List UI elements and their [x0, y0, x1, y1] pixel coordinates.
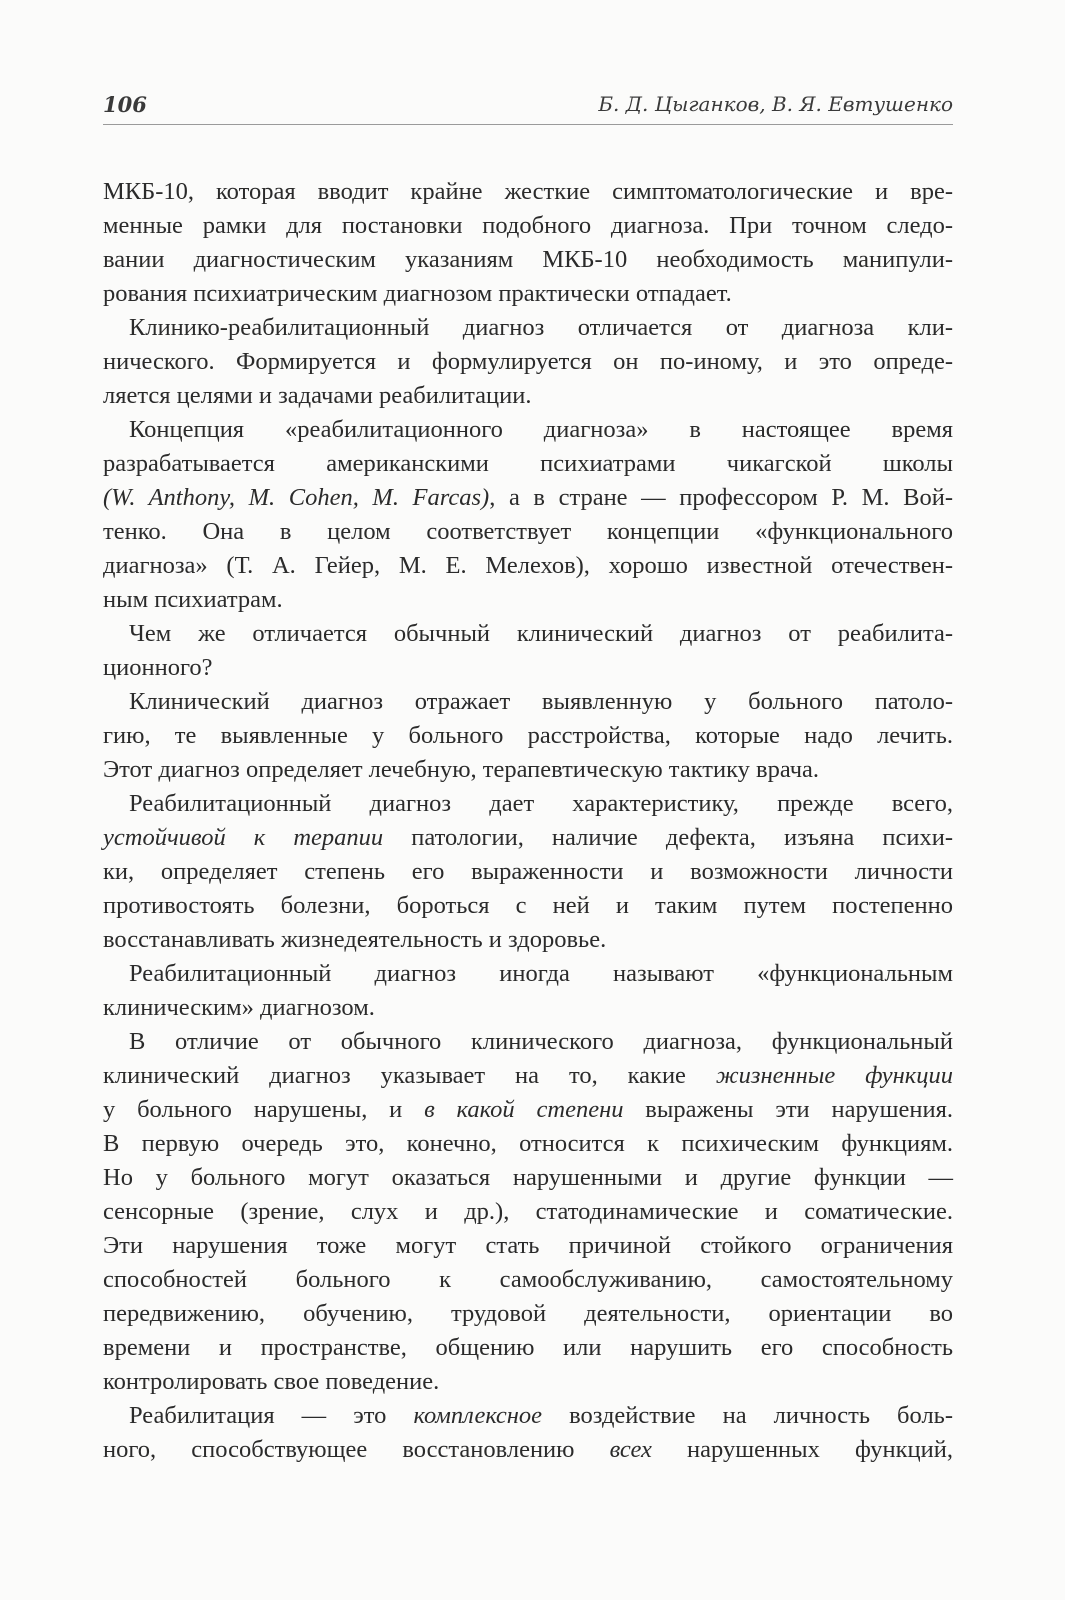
text-line: сенсорные (зрение, слух и др.), статодинамические и соматические. [103, 1198, 953, 1225]
text-line: клинический диагноз указывает на то, какие жизненные функции [103, 1062, 953, 1089]
text-line: диагноза» (Т. А. Гейер, М. Е. Мелехов), хорошо известной отечествен- [103, 552, 953, 579]
text-line: ным психиатрам. [103, 586, 283, 613]
text-line: устойчивой к терапии патологии, наличие дефекта, изъяна психи- [103, 824, 953, 851]
text-line: МКБ-10, которая вводит крайне жесткие симптоматологические и вре- [103, 178, 953, 205]
text-line: ного, способствующее восстановлению всех нарушенных функций, [103, 1436, 953, 1463]
text-line: Клинико-реабилитационный диагноз отличается от диагноза кли- [129, 314, 953, 341]
text-line: ляется целями и задачами реабилитации. [103, 382, 532, 409]
text-line: времени и пространстве, общению или нарушить его способность [103, 1334, 953, 1361]
page-header [103, 92, 953, 122]
text-line: тенко. Она в целом соответствует концепции «функционального [103, 518, 953, 545]
text-line: рования психиатрическим диагнозом практически отпадает. [103, 280, 732, 307]
text-line: нического. Формируется и формулируется он по-иному, и это опреде- [103, 348, 953, 375]
text-line: (W. Anthony, M. Cohen, M. Farcas), а в стране — профессором Р. М. Вой- [103, 484, 953, 511]
text-line: Но у больного могут оказаться нарушенными и другие функции — [103, 1164, 953, 1191]
text-line: Клинический диагноз отражает выявленную у больного патоло- [129, 688, 953, 715]
text-line: Эти нарушения тоже могут стать причиной стойкого ограничения [103, 1232, 953, 1259]
header-divider [103, 124, 953, 125]
text-line: вании диагностическим указаниям МКБ-10 необходимость манипули- [103, 246, 953, 273]
page-number: 106 [103, 92, 147, 117]
text-line: противостоять болезни, бороться с ней и таким путем постепенно [103, 892, 953, 919]
text-line: разрабатывается американскими психиатрами чикагской школы [103, 450, 953, 477]
text-line: восстанавливать жизнедеятельность и здоровье. [103, 926, 607, 953]
text-line: Концепция «реабилитационного диагноза» в настоящее время [129, 416, 953, 443]
text-line: В отличие от обычного клинического диагноза, функциональный [129, 1028, 953, 1055]
text-line: Реабилитационный диагноз дает характеристику, прежде всего, [129, 790, 953, 817]
text-line: Чем же отличается обычный клинический диагноз от реабилита- [129, 620, 953, 647]
text-line: контролировать свое поведение. [103, 1368, 440, 1395]
text-line: В первую очередь это, конечно, относится к психическим функциям. [103, 1130, 953, 1157]
text-line: ки, определяет степень его выраженности и возможности личности [103, 858, 953, 885]
running-head-authors: Б. Д. Цыганков, В. Я. Евтушенко [598, 92, 953, 116]
text-line: ционного? [103, 654, 213, 681]
text-line: Реабилитация — это комплексное воздействие на личность боль- [129, 1402, 953, 1429]
text-line: менные рамки для постановки подобного диагноза. При точном следо- [103, 212, 953, 239]
text-line: у больного нарушены, и в какой степени выражены эти нарушения. [103, 1096, 954, 1123]
text-line: Этот диагноз определяет лечебную, терапевтическую тактику врача. [103, 756, 820, 783]
text-line: гию, те выявленные у больного расстройства, которые надо лечить. [103, 722, 953, 749]
text-line: способностей больного к самообслуживанию, самостоятельному [103, 1266, 953, 1293]
text-line: Реабилитационный диагноз иногда называют «функциональным [129, 960, 953, 987]
text-line: клиническим» диагнозом. [103, 994, 375, 1021]
text-line: передвижению, обучению, трудовой деятельности, ориентации во [103, 1300, 953, 1327]
